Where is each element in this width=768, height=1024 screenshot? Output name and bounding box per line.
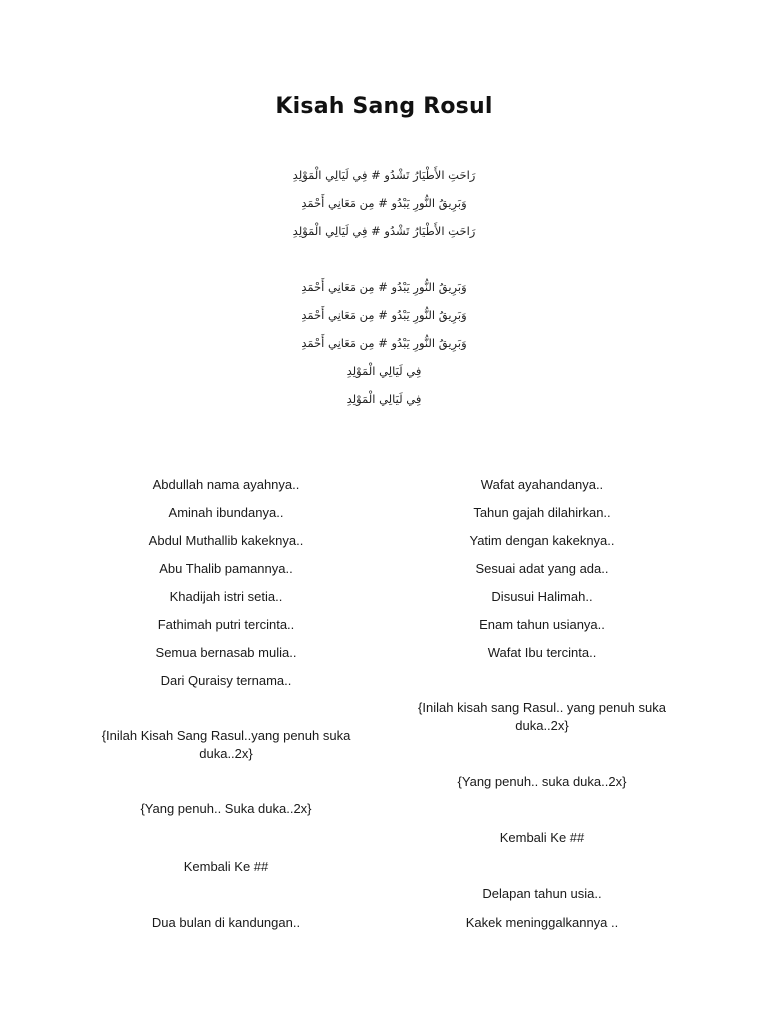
- lyric-line: Semua bernasab mulia..: [155, 645, 297, 660]
- chorus-repeat-line: {Yang penuh.. Suka duka..2x}: [140, 801, 312, 816]
- arabic-stanza-1: [0, 161, 768, 245]
- lyric-line: Fathimah putri tercinta..: [157, 617, 295, 632]
- chorus-line: {Inilah Kisah Sang Rasul..yang penuh suka duka..2x}: [101, 728, 351, 761]
- lyric-line: Sesuai adat yang ada..: [475, 561, 609, 576]
- lyric-line: Enam tahun usianya..: [479, 617, 605, 632]
- lyric-line: Kakek meninggalkannya ..: [465, 915, 619, 930]
- chorus-repeat-line: {Yang penuh.. suka duka..2x}: [457, 774, 627, 789]
- arabic-stanza-2: [0, 273, 768, 413]
- lyric-line: Yatim dengan kakeknya..: [469, 533, 615, 548]
- lyric-line: Delapan tahun usia..: [482, 886, 602, 901]
- lyric-line: Abdullah nama ayahnya..: [152, 477, 300, 492]
- arabic-line: رَاحَتِ الأَطْيَارُ تَشْدُو # فِي لَيَالِي الْمَوْلِدِ: [292, 224, 476, 238]
- lyric-line: Khadijah istri setia..: [169, 589, 283, 604]
- return-marker: Kembali Ke ##: [499, 830, 585, 845]
- arabic-line: فِي لَيَالِي الْمَوْلِدِ: [346, 392, 422, 406]
- arabic-line: وَبَرِيقُ النُّورِ يَبْدُو # مِن مَعَانِي أَحْمَدِ: [301, 336, 467, 350]
- return-marker: Kembali Ke ##: [183, 859, 269, 874]
- arabic-line: وَبَرِيقُ النُّورِ يَبْدُو # مِن مَعَانِي أَحْمَدِ: [301, 308, 467, 322]
- arabic-line: وَبَرِيقُ النُّورِ يَبْدُو # مِن مَعَانِي أَحْمَدِ: [301, 196, 467, 210]
- lyric-line: Wafat ayahandanya..: [480, 477, 604, 492]
- lyric-line: Dari Quraisy ternama..: [160, 673, 292, 688]
- lyric-line: Aminah ibundanya..: [168, 505, 284, 520]
- lyric-line: Wafat Ibu tercinta..: [487, 645, 597, 660]
- arabic-line: وَبَرِيقُ النُّورِ يَبْدُو # مِن مَعَانِي أَحْمَدِ: [301, 280, 467, 294]
- lyric-line: Tahun gajah dilahirkan..: [473, 505, 611, 520]
- lyric-line: Abu Thalib pamannya..: [159, 561, 293, 576]
- page-title: Kisah Sang Rosul: [275, 94, 493, 119]
- lyric-line: Dua bulan di kandungan..: [151, 915, 301, 930]
- chorus-line: {Inilah kisah sang Rasul.. yang penuh suka duka..2x}: [418, 700, 666, 733]
- lyric-line: Disusui Halimah..: [491, 589, 593, 604]
- lyric-line: Abdul Muthallib kakeknya..: [148, 533, 304, 548]
- arabic-line: رَاحَتِ الأَطْيَارُ تَشْدُو # فِي لَيَالِي الْمَوْلِدِ: [292, 168, 476, 182]
- arabic-line: فِي لَيَالِي الْمَوْلِدِ: [346, 364, 422, 378]
